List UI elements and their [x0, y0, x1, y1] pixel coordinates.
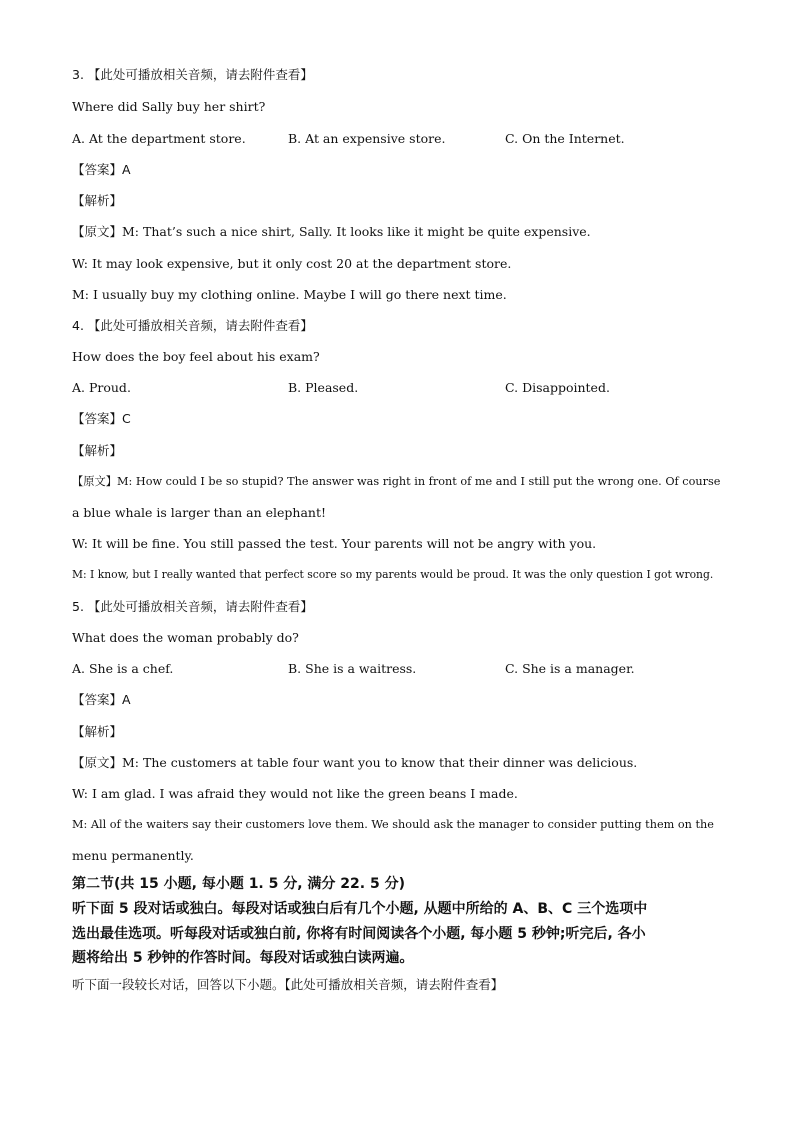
- q5-header: 5. 【此处可播放相关音频，请去附件查看】: [72, 599, 313, 614]
- q3-question: Where did Sally buy her shirt?: [72, 99, 266, 114]
- q5-transcript-line: 【原文】M: The customers at table four want you to know that their dinner was delicious.: [72, 755, 638, 770]
- q3-option-c: C. On the Internet.: [505, 131, 625, 146]
- section-instructions-line: 听下面 5 段对话或独白。每段对话或独白后有几个小题, 从题中所给的 A、B、C 三个选项中: [72, 901, 648, 917]
- q5-option-c: C. She is a manager.: [505, 661, 635, 676]
- q4-option-c: C. Disappointed.: [505, 380, 610, 395]
- q3-transcript-line: W: It may look expensive, but it only cost 20 at the department store.: [72, 256, 512, 271]
- q4-transcript-line: a blue whale is larger than an elephant!: [72, 505, 326, 520]
- q4-transcript-line: W: It will be fine. You still passed the test. Your parents will not be angry with you.: [72, 536, 597, 551]
- q4-option-b: B. Pleased.: [288, 380, 359, 395]
- q4-answer: 【答案】C: [72, 411, 131, 426]
- q5-transcript-line: M: All of the waiters say their customers love them. We should ask the manager to consider putting them on the: [72, 818, 714, 831]
- q5-transcript-line: menu permanently.: [72, 848, 194, 863]
- q3-header: 3. 【此处可播放相关音频，请去附件查看】: [72, 67, 313, 82]
- q5-option-a: A. She is a chef.: [72, 661, 174, 676]
- q5-question: What does the woman probably do?: [72, 630, 299, 645]
- q3-analysis: 【解析】: [72, 193, 123, 208]
- q4-transcript-line: M: I know, but I really wanted that perfect score so my parents would be proud. It was the only question I got wrong.: [72, 568, 714, 581]
- section-title: 第二节(共 15 小题, 每小题 1. 5 分, 满分 22. 5 分): [72, 876, 405, 892]
- q3-transcript-line: M: I usually buy my clothing online. Maybe I will go there next time.: [72, 287, 507, 302]
- q4-analysis: 【解析】: [72, 443, 123, 458]
- q4-transcript-line: 【原文】M: How could I be so stupid? The answer was right in front of me and I still put the wrong one. Of course: [72, 475, 721, 488]
- q3-answer: 【答案】A: [72, 162, 131, 177]
- q3-option-b: B. At an expensive store.: [288, 131, 446, 146]
- q5-option-b: B. She is a waitress.: [288, 661, 417, 676]
- q5-transcript-line: W: I am glad. I was afraid they would not like the green beans I made.: [72, 786, 518, 801]
- q3-option-a: A. At the department store.: [72, 131, 246, 146]
- q3-transcript-line: 【原文】M: That’s such a nice shirt, Sally. It looks like it might be quite expensive.: [72, 224, 591, 239]
- q4-header: 4. 【此处可播放相关音频，请去附件查看】: [72, 318, 313, 333]
- section-instructions-line: 题将给出 5 秒钟的作答时间。每段对话或独白读两遍。: [72, 950, 414, 966]
- q5-analysis: 【解析】: [72, 724, 123, 739]
- q5-answer: 【答案】A: [72, 692, 131, 707]
- q4-question: How does the boy feel about his exam?: [72, 349, 320, 364]
- section-instructions-line: 选出最佳选项。听每段对话或独白前, 你将有时间阅读各个小题, 每小题 5 秒钟;听完后, 各小: [72, 926, 646, 942]
- q4-option-a: A. Proud.: [72, 380, 131, 395]
- section-lead: 听下面一段较长对话，回答以下小题。【此处可播放相关音频，请去附件查看】: [72, 977, 504, 992]
